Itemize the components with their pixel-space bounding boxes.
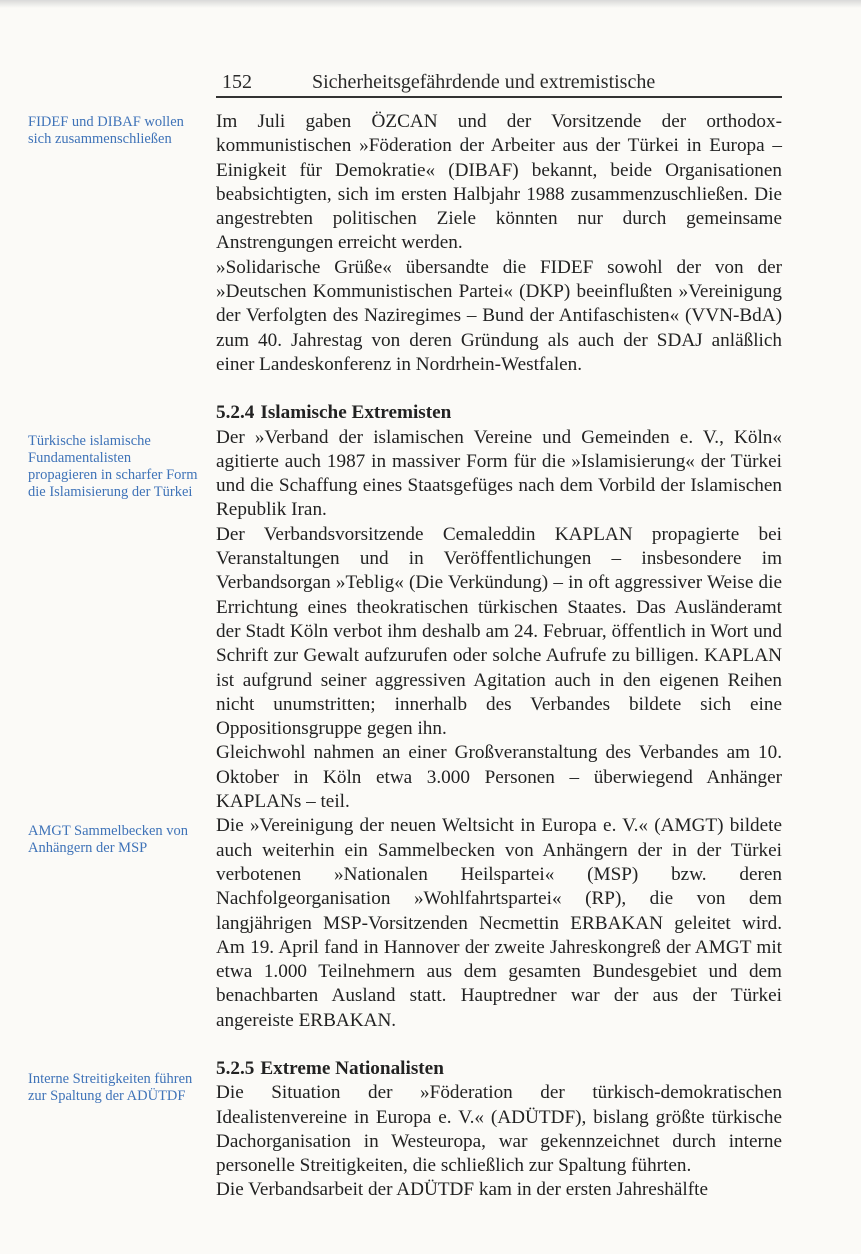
- paragraph: Im Juli gaben ÖZCAN und der Vorsitzende der orthodox-kommunistischen »Föderation der Arbeiter aus der Türkei in Europa – Einigkeit für Demokratie« (DIBAF) bekannt, beide Organisationen beabsichtigten, sich im ersten Halbjahr 1988 zusammenzuschließen. Die angestrebten politischen Ziele könnten nur durch gemeinsame Anstrengungen erreicht werden.: [216, 111, 782, 254]
- running-title: Sicherheitsgefährdende und extremistische: [312, 71, 656, 93]
- section-heading-islamic-extremists: [216, 401, 782, 425]
- scan-top-edge: [0, 0, 861, 8]
- page-number: 152: [222, 71, 252, 93]
- section-number: 5.2.5: [216, 1057, 255, 1079]
- margin-note-islamists: Türkische islamische Fundamentalisten propagieren in scharfer Form die Islamisierung der Türkei: [28, 433, 198, 500]
- paragraph: Die Situation der »Föderation der türkisch-demokratischen Idealistenvereine in Europa e. V.« (ADÜTDF), bislang größte türkische Dachorganisation in Westeuropa, war gekennzeichnet durch interne personelle Streitigkeiten, die schließlich zur Spaltung führten.: [216, 1082, 782, 1177]
- paragraph: »Solidarische Grüße« übersandte die FIDEF sowohl der von der »Deutschen Kommunistischen Partei« (DKP) beeinflußten »Vereinigung der Verfolgten des Naziregimes – Bund der Antifaschisten« (VVN-BdA) zum 40. Jahrestag von deren Gründung als auch der SDAJ anläßlich einer Landeskonferenz in Nordrhein-Westfalen.: [216, 256, 782, 375]
- paragraph: Der Verbandsvorsitzende Cemaleddin KAPLAN propagierte bei Veranstaltungen und in Veröffentlichungen – insbesondere im Verbandsorgan »Teblig« (Die Verkündung) – in oft aggressiver Weise die Errichtung eines theokratischen türkischen Staates. Das Ausländeramt der Stadt Köln verbot ihm deshalb am 24. Februar, öffentlich in Wort und Schrift zur Gewalt aufzurufen oder solche Aufrufe zu billigen. KAPLAN ist aufgrund seiner aggressiven Agitation auch in den eigenen Reihen nicht unumstritten; innerhalb des Verbandes bildete sich eine Oppositionsgruppe gegen ihn.: [216, 523, 782, 740]
- margin-note-adutdf: Interne Streitigkeiten führen zur Spaltung der ADÜTDF: [28, 1071, 193, 1104]
- section-heading-extreme-nationalists: [216, 1057, 782, 1081]
- margin-note-fidef: FIDEF und DIBAF wollen sich zusammenschließen: [28, 114, 184, 147]
- paragraph: Der »Verband der islamischen Vereine und Gemeinden e. V., Köln« agitierte auch 1987 in massiver Form für die »Islamisierung« der Türkei und die Schaffung eines Staatsgefüges nach dem Vorbild der Islamischen Republik Iran.: [216, 426, 782, 521]
- paragraph: Gleichwohl nahmen an einer Großveranstaltung des Verbandes am 10. Oktober in Köln etwa 3.000 Personen – überwiegend Anhänger KAPLANs – teil.: [216, 742, 782, 813]
- section-number: 5.2.4: [216, 402, 255, 424]
- section-title: Islamische Extremisten: [260, 402, 452, 424]
- header-rule: [216, 96, 782, 98]
- margin-note-amgt: AMGT Sammelbecken von Anhängern der MSP: [28, 823, 189, 856]
- paragraph: Die Verbandsarbeit der ADÜTDF kam in der ersten Jahreshälfte: [216, 1179, 708, 1201]
- paragraph: Die »Vereinigung der neuen Weltsicht in Europa e. V.« (AMGT) bildete auch weiterhin ein Sammelbecken von Anhängern der in der Türkei verbotenen »Nationalen Heilspartei« (MSP) bzw. deren Nachfolgeorganisation »Wohlfahrtspartei« (RP), die von dem langjährigen MSP-Vorsitzenden Necmettin ERBAKAN geleitet wird. Am 19. April fand in Hannover der zweite Jahreskongreß der AMGT mit etwa 1.000 Teilnehmern aus dem gesamten Bundesgebiet und dem benachbarten Ausland statt. Hauptredner war der aus der Türkei angereiste ERBAKAN.: [216, 815, 782, 1031]
- main-text-column: [216, 110, 782, 1203]
- section-title: Extreme Nationalisten: [260, 1057, 444, 1079]
